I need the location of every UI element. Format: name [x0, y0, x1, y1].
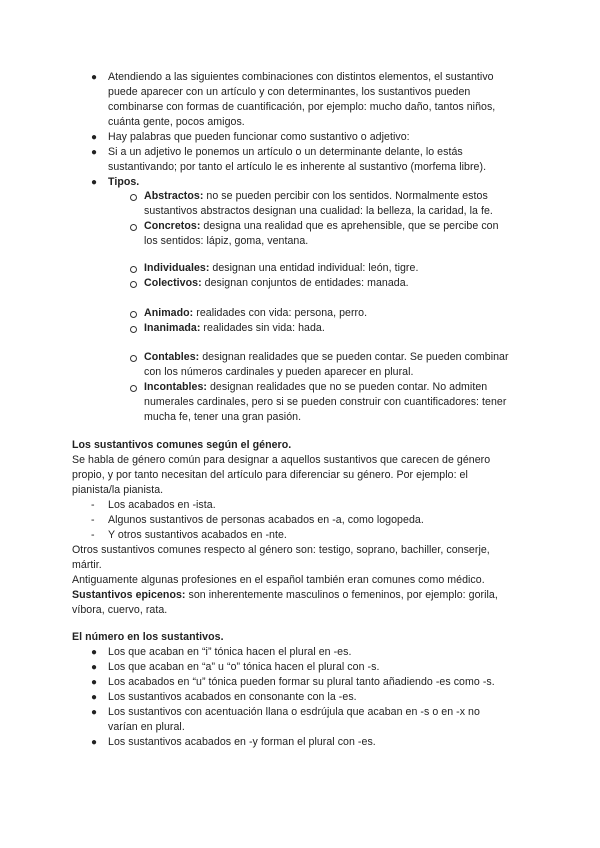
circle-bullet-icon: [130, 194, 137, 201]
text-line: Hay palabras que pueden funcionar como sustantivo o adjetivo:: [108, 131, 410, 143]
bullet-icon: ●: [91, 677, 98, 688]
dash-item: Los acabados en -ista.: [108, 499, 216, 511]
tipo-line: numerales cardinales, pero si se pueden construir con cuantificadores: tener: [144, 396, 507, 408]
text-line: cuánta gente, pocos amigos.: [108, 116, 245, 128]
text-line: Atendiendo a las siguientes combinaciones con distintos elementos, el sustantivo: [108, 71, 494, 83]
list-item: Los sustantivos con acentuación llana o esdrújula que acaban en -s o en -x no: [108, 706, 480, 718]
bullet-icon: ●: [91, 737, 98, 748]
circle-bullet-icon: [130, 224, 137, 231]
paragraph-line: Sustantivos epicenos: son inherentemente masculinos o femeninos, por ejemplo: gorila,: [72, 589, 498, 601]
text-line: Si a un adjetivo le ponemos un artículo o un determinante delante, lo estás: [108, 146, 463, 158]
tipo-line: Inanimada: realidades sin vida: hada.: [144, 322, 325, 334]
tipo-line: Abstractos: no se pueden percibir con los sentidos. Normalmente estos: [144, 190, 488, 202]
text-line: sustantivando; por tanto el artículo le es inherente al sustantivo (morfema libre).: [108, 161, 487, 173]
dash-bullet: -: [91, 514, 95, 526]
tipo-line: Concretos: designa una realidad que es aprehensible, que se percibe con: [144, 220, 499, 232]
bullet-icon: ●: [91, 707, 98, 718]
tipo-line: Individuales: designan una entidad individual: león, tigre.: [144, 262, 419, 274]
bullet-icon: ●: [91, 662, 98, 673]
paragraph-line: pianista/la pianista.: [72, 484, 164, 496]
list-item: Los sustantivos acabados en consonante con la -es.: [108, 691, 357, 703]
tipo-line: los sentidos: lápiz, goma, ventana.: [144, 235, 309, 247]
circle-bullet-icon: [130, 385, 137, 392]
bullet-icon: ●: [91, 147, 98, 158]
circle-bullet-icon: [130, 355, 137, 362]
tipo-line: Colectivos: designan conjuntos de entidades: manada.: [144, 277, 409, 289]
section-heading-numero: El número en los sustantivos.: [72, 631, 224, 643]
bullet-icon: ●: [91, 72, 98, 83]
dash-item: Y otros sustantivos acabados en -nte.: [108, 529, 287, 541]
paragraph-line: Se habla de género común para designar a aquellos sustantivos que carecen de género: [72, 454, 491, 466]
list-item: Los que acaban en “a” u “o” tónica hacen el plural con -s.: [108, 661, 380, 673]
list-item: varían en plural.: [108, 721, 185, 733]
circle-bullet-icon: [130, 311, 137, 318]
list-item: Los acabados en “u” tónica pueden formar su plural tanto añadiendo -es como -s.: [108, 676, 495, 688]
text-line: puede aparecer con un artículo y con determinantes, los sustantivos pueden: [108, 86, 471, 98]
tipo-line: mucha fe, tener una gran pasión.: [144, 411, 302, 423]
paragraph-line: Antiguamente algunas profesiones en el español también eran comunes como médico.: [72, 574, 485, 586]
list-item: Los sustantivos acabados en -y forman el plural con -es.: [108, 736, 376, 748]
dash-bullet: -: [91, 499, 95, 511]
dash-item: Algunos sustantivos de personas acabados en -a, como logopeda.: [108, 514, 424, 526]
paragraph-line: Otros sustantivos comunes respecto al género son: testigo, soprano, bachiller, conserje,: [72, 544, 490, 556]
section-heading-genero: Los sustantivos comunes según el género.: [72, 439, 292, 451]
tipo-line: sustantivos abstractos designan una cualidad: la belleza, la caridad, la fe.: [144, 205, 493, 217]
tipo-line: Animado: realidades con vida: persona, perro.: [144, 307, 368, 319]
text-line: combinarse con formas de cuantificación, por ejemplo: mucho daño, tantos niños,: [108, 101, 496, 113]
list-item: Los que acaban en “i” tónica hacen el plural en -es.: [108, 646, 352, 658]
bullet-icon: ●: [91, 647, 98, 658]
circle-bullet-icon: [130, 266, 137, 273]
dash-bullet: -: [91, 529, 95, 541]
bullet-icon: ●: [91, 692, 98, 703]
paragraph-line: víbora, cuervo, rata.: [72, 604, 168, 616]
circle-bullet-icon: [130, 326, 137, 333]
tipo-line: Contables: designan realidades que se pueden contar. Se pueden combinar: [144, 351, 509, 363]
bullet-icon: ●: [91, 177, 98, 188]
tipos-heading: Tipos.: [108, 176, 140, 188]
tipo-line: Incontables: designan realidades que no se pueden contar. No admiten: [144, 381, 488, 393]
bullet-icon: ●: [91, 132, 98, 143]
tipo-line: con los números cardinales y pueden aparecer en plural.: [144, 366, 414, 378]
paragraph-line: propio, y por tanto necesitan del artículo para diferenciar su género. Por ejemplo: el: [72, 469, 468, 481]
circle-bullet-icon: [130, 281, 137, 288]
paragraph-line: mártir.: [72, 559, 102, 571]
